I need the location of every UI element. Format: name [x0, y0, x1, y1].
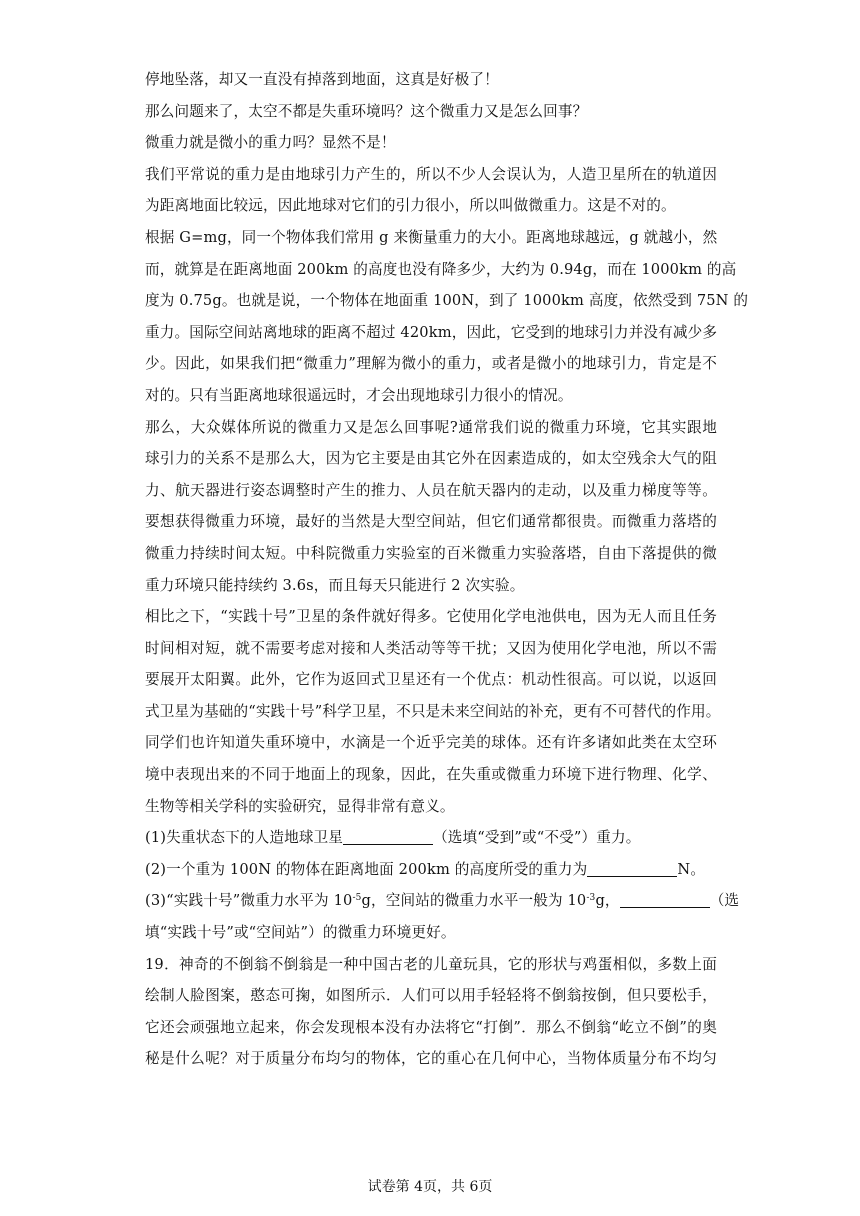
- text-line: 球引力的关系不是那么大，因为它主要是由其它外在因素造成的，如太空残余大气的阻: [145, 450, 717, 468]
- text-line: 19．神奇的不倒翁不倒翁是一种中国古老的儿童玩具，它的形状与鸡蛋相似，多数上面: [145, 955, 717, 973]
- answer-blank-3[interactable]: [620, 891, 710, 908]
- text-line: 秘是什么呢？对于质量分布均匀的物体，它的重心在几何中心，当物体质量分布不均匀: [145, 1050, 717, 1068]
- question-1-suffix: （选填“受到”或“不受”）重力。: [433, 829, 641, 847]
- text-line: 停地坠落，却又一直没有掉落到地面，这真是好极了！: [145, 71, 499, 88]
- text-line: 那么，大众媒体所说的微重力又是怎么回事呢?通常我们说的微重力环境，它其实跟地: [145, 418, 717, 436]
- paragraph: [145, 159, 717, 222]
- question-3-text: g，空间站的微重力水平一般为 10: [361, 892, 587, 910]
- text-line: 同学们也许知道失重环境中，水滴是一个近乎完美的球体。还有许多诸如此类在太空环: [145, 734, 717, 752]
- question-19: [145, 949, 717, 1075]
- page-footer: 试卷第 4页，共 6页: [367, 1179, 493, 1195]
- question-1-text: (1)失重状态下的人造地球卫星: [145, 829, 344, 847]
- exponent: -5: [352, 893, 362, 904]
- question-2-suffix: N。: [677, 860, 706, 878]
- question-3-text: (3)“实践十号”微重力水平为 10: [145, 892, 353, 910]
- text-line: 度为 0.75g。也就是说，一个物体在地面重 100N，到了 1000km 高度，依然受到 75N 的: [145, 292, 749, 310]
- question-3-text: （选: [709, 892, 740, 910]
- text-line: 时间相对短，就不需要考虑对接和人类活动等等干扰；又因为使用化学电池，所以不需: [145, 639, 717, 657]
- text-line: 要展开太阳翼。此外，它作为返回式卫星还有一个优点：机动性很高。可以说，以返回: [145, 671, 717, 689]
- paragraph: [145, 64, 717, 96]
- text-line: 填“实践十号”或“空间站”）的微重力环境更好。: [145, 924, 456, 942]
- question-1: [145, 822, 717, 854]
- text-line: 对的。只有当距离地球很遥远时，才会出现地球引力很小的情况。: [145, 386, 573, 404]
- text-line: 微重力持续时间太短。中科院微重力实验室的百米微重力实验落塔，自由下落提供的微: [145, 544, 717, 562]
- question-2-text: (2)一个重为 100N 的物体在距离地面 200km 的高度所受的重力为: [145, 860, 588, 878]
- answer-blank-1[interactable]: [343, 828, 433, 845]
- page-content: [145, 64, 749, 1075]
- text-line: 力、航天器进行姿态调整时产生的推力、人员在航天器内的走动，以及重力梯度等等。: [145, 481, 717, 499]
- text-line: 相比之下，“实践十号”卫星的条件就好得多。它使用化学电池供电，因为无人而且任务: [145, 608, 717, 626]
- text-line: 而，就算是在距离地面 200km 的高度也没有降多少，大约为 0.94g，而在 1000km 的高: [145, 260, 737, 278]
- exponent: -3: [586, 893, 596, 904]
- text-line: 少。因此，如果我们把“微重力”理解为微小的重力，或者是微小的地球引力，肯定是不: [145, 355, 717, 373]
- text-line: 境中表现出来的不同于地面上的现象，因此，在失重或微重力环境下进行物理、化学、: [145, 766, 717, 784]
- text-line: 重力环境只能持续约 3.6s，而且每天只能进行 2 次实验。: [145, 576, 525, 594]
- text-line: 它还会顽强地立起来，你会发现根本没有办法将它“打倒”．那么不倒翁“屹立不倒”的奥: [145, 1018, 717, 1036]
- paragraph: [145, 127, 717, 159]
- text-line: 那么问题来了，太空不都是失重环境吗？这个微重力又是怎么回事？: [145, 102, 588, 120]
- question-3: [145, 885, 740, 948]
- question-3-text: g，: [595, 892, 620, 910]
- text-line: 重力。国际空间站离地球的距离不超过 420km，因此，它受到的地球引力并没有减少多: [145, 323, 718, 341]
- paragraph: [145, 96, 717, 128]
- question-2: [145, 854, 717, 886]
- paragraph: [145, 601, 721, 727]
- text-line: 微重力就是微小的重力吗？显然不是！: [145, 134, 396, 152]
- text-line: 生物等相关学科的实验研究，显得非常有意义。: [145, 797, 455, 815]
- text-line: 要想获得微重力环境，最好的当然是大型空间站，但它们通常都很贵。而微重力落塔的: [145, 513, 717, 531]
- text-line: 为距离地面比较远，因此地球对它们的引力很小，所以叫做微重力。这是不对的。: [145, 197, 676, 215]
- text-line: 绘制人脸图案，憨态可掬，如图所示．人们可以用手轻轻将不倒翁按倒，但只要松手，: [145, 987, 717, 1005]
- paragraph: [145, 222, 749, 412]
- answer-blank-2[interactable]: [587, 860, 677, 877]
- text-line: 式卫星为基础的“实践十号”科学卫星，不只是未来空间站的补充，更有不可替代的作用。: [145, 702, 721, 720]
- paragraph: [145, 727, 717, 822]
- paragraph: [145, 412, 717, 602]
- text-line: 根据 G=mg，同一个物体我们常用 g 来衡量重力的大小。距离地球越远，g 就越小，然: [145, 228, 718, 246]
- text-line: 我们平常说的重力是由地球引力产生的，所以不少人会误认为，人造卫星所在的轨道因: [145, 165, 717, 183]
